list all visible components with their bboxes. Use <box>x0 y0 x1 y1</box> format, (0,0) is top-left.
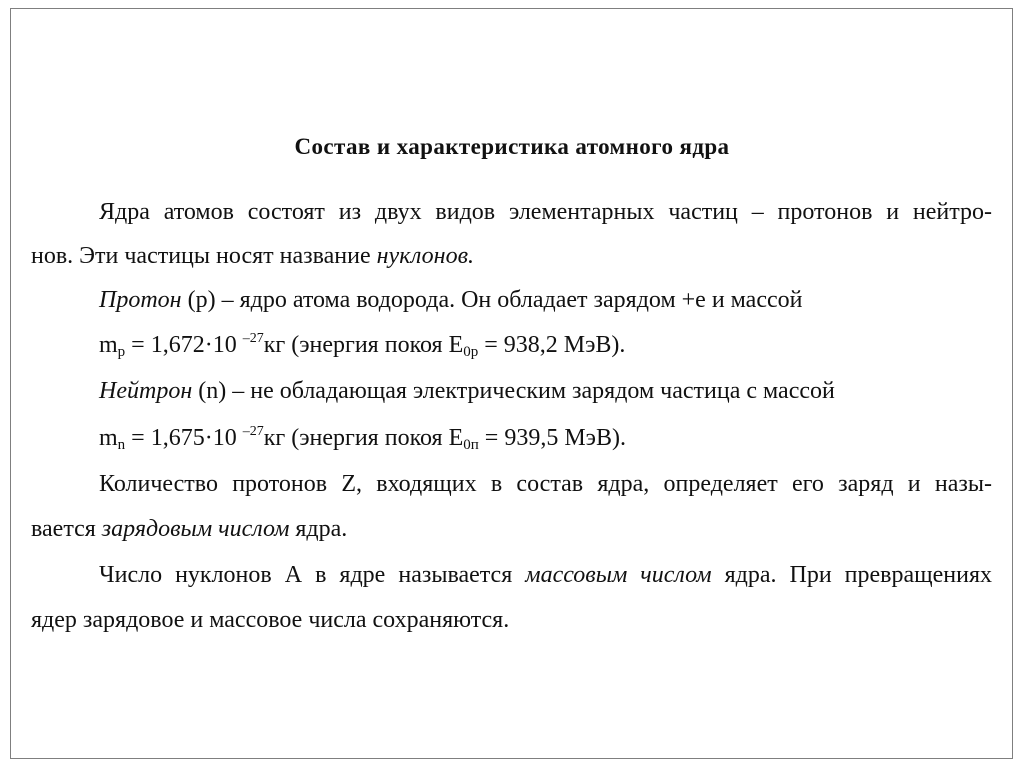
energy-subscript: 0п <box>463 437 479 453</box>
page-title: Состав и характеристика атомного ядра <box>294 134 730 159</box>
term-proton: Протон <box>99 287 182 313</box>
energy-label: кг (энергия покоя E <box>263 425 464 451</box>
text-span: Число нуклонов А в ядре называется <box>99 562 526 588</box>
mass-value: = 1,675·10 <box>125 425 243 451</box>
neutron-mass-line <box>99 423 626 453</box>
paragraph-charge-line-2 <box>31 514 347 544</box>
neutron-definition-line <box>99 376 835 406</box>
paragraph-mass-line-1 <box>99 560 992 590</box>
text-span: ядра. При превращениях <box>711 562 993 588</box>
mass-exponent: –27 <box>242 424 264 439</box>
mass-subscript: n <box>117 437 126 453</box>
mass-symbol: m <box>99 332 118 358</box>
mass-exponent: –27 <box>242 331 264 346</box>
text-span: нов. Эти частицы носят название <box>31 243 377 269</box>
text-span: (p) – ядро атома водорода. Он обладает зарядом +е и массой <box>181 287 803 313</box>
proton-mass-line <box>99 330 625 360</box>
mass-symbol: m <box>99 425 118 451</box>
mass-value: = 1,672·10 <box>125 332 243 358</box>
paragraph-nucleus-line-1: Ядра атомов состоят из двух видов элементарных частиц – протонов и нейтро- <box>99 199 992 225</box>
text-span: (n) – не обладающая электрическим зарядом частица с массой <box>192 378 835 404</box>
energy-value: = 939,5 МэВ). <box>478 425 626 451</box>
proton-definition-line <box>99 285 802 315</box>
energy-subscript: 0p <box>463 344 479 360</box>
energy-value: = 938,2 МэВ). <box>478 332 626 358</box>
mass-subscript: p <box>117 344 126 360</box>
paragraph-mass-line-2: ядер зарядовое и массовое числа сохраняются. <box>31 607 510 633</box>
text-span: ядра. <box>289 516 348 542</box>
energy-label: кг (энергия покоя E <box>263 332 464 358</box>
term-charge-number: зарядовым числом <box>101 516 290 542</box>
paragraph-nucleus-line-2 <box>31 241 474 271</box>
term-nucleons: нуклонов. <box>376 243 474 269</box>
text-span: вается <box>31 516 102 542</box>
paragraph-charge-line-1: Количество протонов Z, входящих в состав ядра, определяет его заряд и назы- <box>99 471 992 497</box>
term-mass-number: массовым числом <box>525 562 712 588</box>
term-neutron: Нейтрон <box>99 378 193 404</box>
